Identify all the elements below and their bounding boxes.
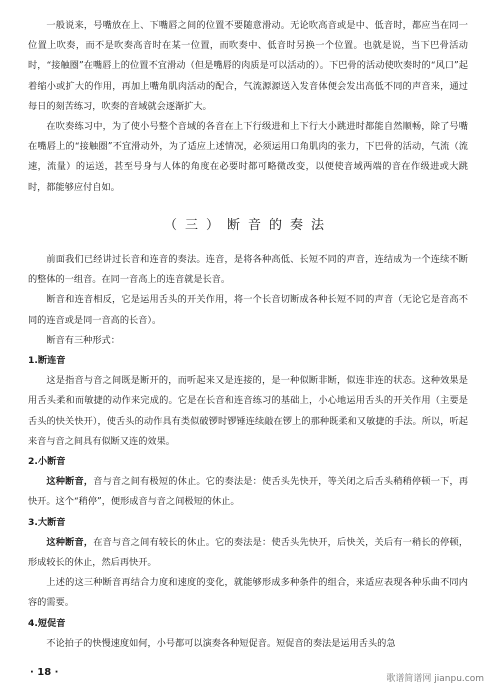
paragraph-type-2-lead: 这种断音， [46, 476, 94, 488]
paragraph-intro-legato: 前面我们已经讲过长音和连音的奏法。连音，是将各种高低、长短不同的声音，连结成为一个连续不断的整体的一组音。在同一音高上的连音就是长音。 [28, 254, 468, 286]
paragraph-type-1: 这是指音与音之间既是断开的，而听起来又是连接的，是一种似断非断，似连非连的状态。这种效果是用舌头柔和而敏捷的动作来完成的。它是在长音和连音练习的基础上，小心地运用舌头的开关作用（主要是舌头的快关快开），使舌头的动作具有类似破锣时锣锤连续敲在锣上的那种既柔和又敏捷的手法。所以，听起来音与音之间具有似断又连的效果。 [28, 375, 468, 447]
paragraph-type-3 [28, 533, 468, 573]
heading-type-1: 1.断连音 [28, 355, 66, 367]
paragraph-intro-staccato: 断音和连音相反，它是运用舌头的开关作用，将一个长音切断成各种长短不同的声音（无论它是音高不同的连音或是同一音高的长音）。 [28, 294, 468, 326]
paragraph-type-3-body: 在音与音之间有较长的休止。它的奏法是：使舌头先快开，后快关，关后有一稍长的停顿，形成较长的休止，然后再快开。 [28, 536, 469, 569]
heading-type-3: 3.大断音 [28, 516, 66, 528]
paragraph-mouthpiece-position: 一般说来，号嘴放在上、下嘴唇之间的位置不要随意滑动。无论吹高音或是中、低音时，都应当在同一位置上吹奏，而不是吹奏高音时在某一位置，而吹奏中、低音时另换一个位置。也就是说，当下巴骨活动时，“接触圈”在嘴唇上的位置不宜滑动（但是嘴唇的肉质是可以活动的）。下巴骨的活动使吹奏时的“风口”起着缩小或扩大的作用，再加上嘴角肌肉活动的配合，气流源源送入发音体便会发出高低不同的声音来，通过每日的刻苦练习，吹奏的音域就会逐渐扩大。 [28, 20, 468, 112]
paragraph-range-practice: 在吹奏练习中，为了使小号整个音域的各音在上下行级进和上下行大小跳进时都能自然顺畅，除了号嘴在嘴唇上的“接触圈”不宜滑动外，为了适应上述情况，必须运用口角肌肉的张力，下巴骨的活动，气流（流速，流量）的运送，甚至号身与人体的角度在必要时都可略微改变，以便使音域两端的音在作级进或大跳时，都能够应付自如。 [28, 121, 468, 193]
paragraph-type-3-lead: 这种断音， [46, 536, 94, 548]
page-number: · 18 · [30, 667, 59, 678]
paragraph-type-2 [28, 472, 468, 512]
paragraph-three-forms: 断音有三种形式： [46, 334, 120, 346]
paragraph-type-4: 不论拍子的快慢速度如何，小号都可以演奏各种短促音。短促音的奏法是运用舌头的急 [46, 637, 396, 649]
paragraph-summary: 上述的这三种断音再结合力度和速度的变化，就能够形成多种条件的组合，来适应表现各种乐曲不同内容的需要。 [28, 577, 468, 609]
section-title: （三）断音的奏法 [163, 217, 332, 233]
page-body [28, 16, 468, 654]
heading-type-2: 2.小断音 [28, 456, 66, 468]
heading-type-4: 4.短促音 [28, 617, 66, 629]
paragraph-type-2-body: 音与音之间有极短的休止。它的奏法是：使舌头先快开，等关闭之后舌头稍稍停顿一下，再快开。这个“稍停”，便形成音与音之间极短的休止。 [28, 476, 469, 508]
watermark: 歌谱简谱网 jianpu.com [386, 674, 484, 684]
